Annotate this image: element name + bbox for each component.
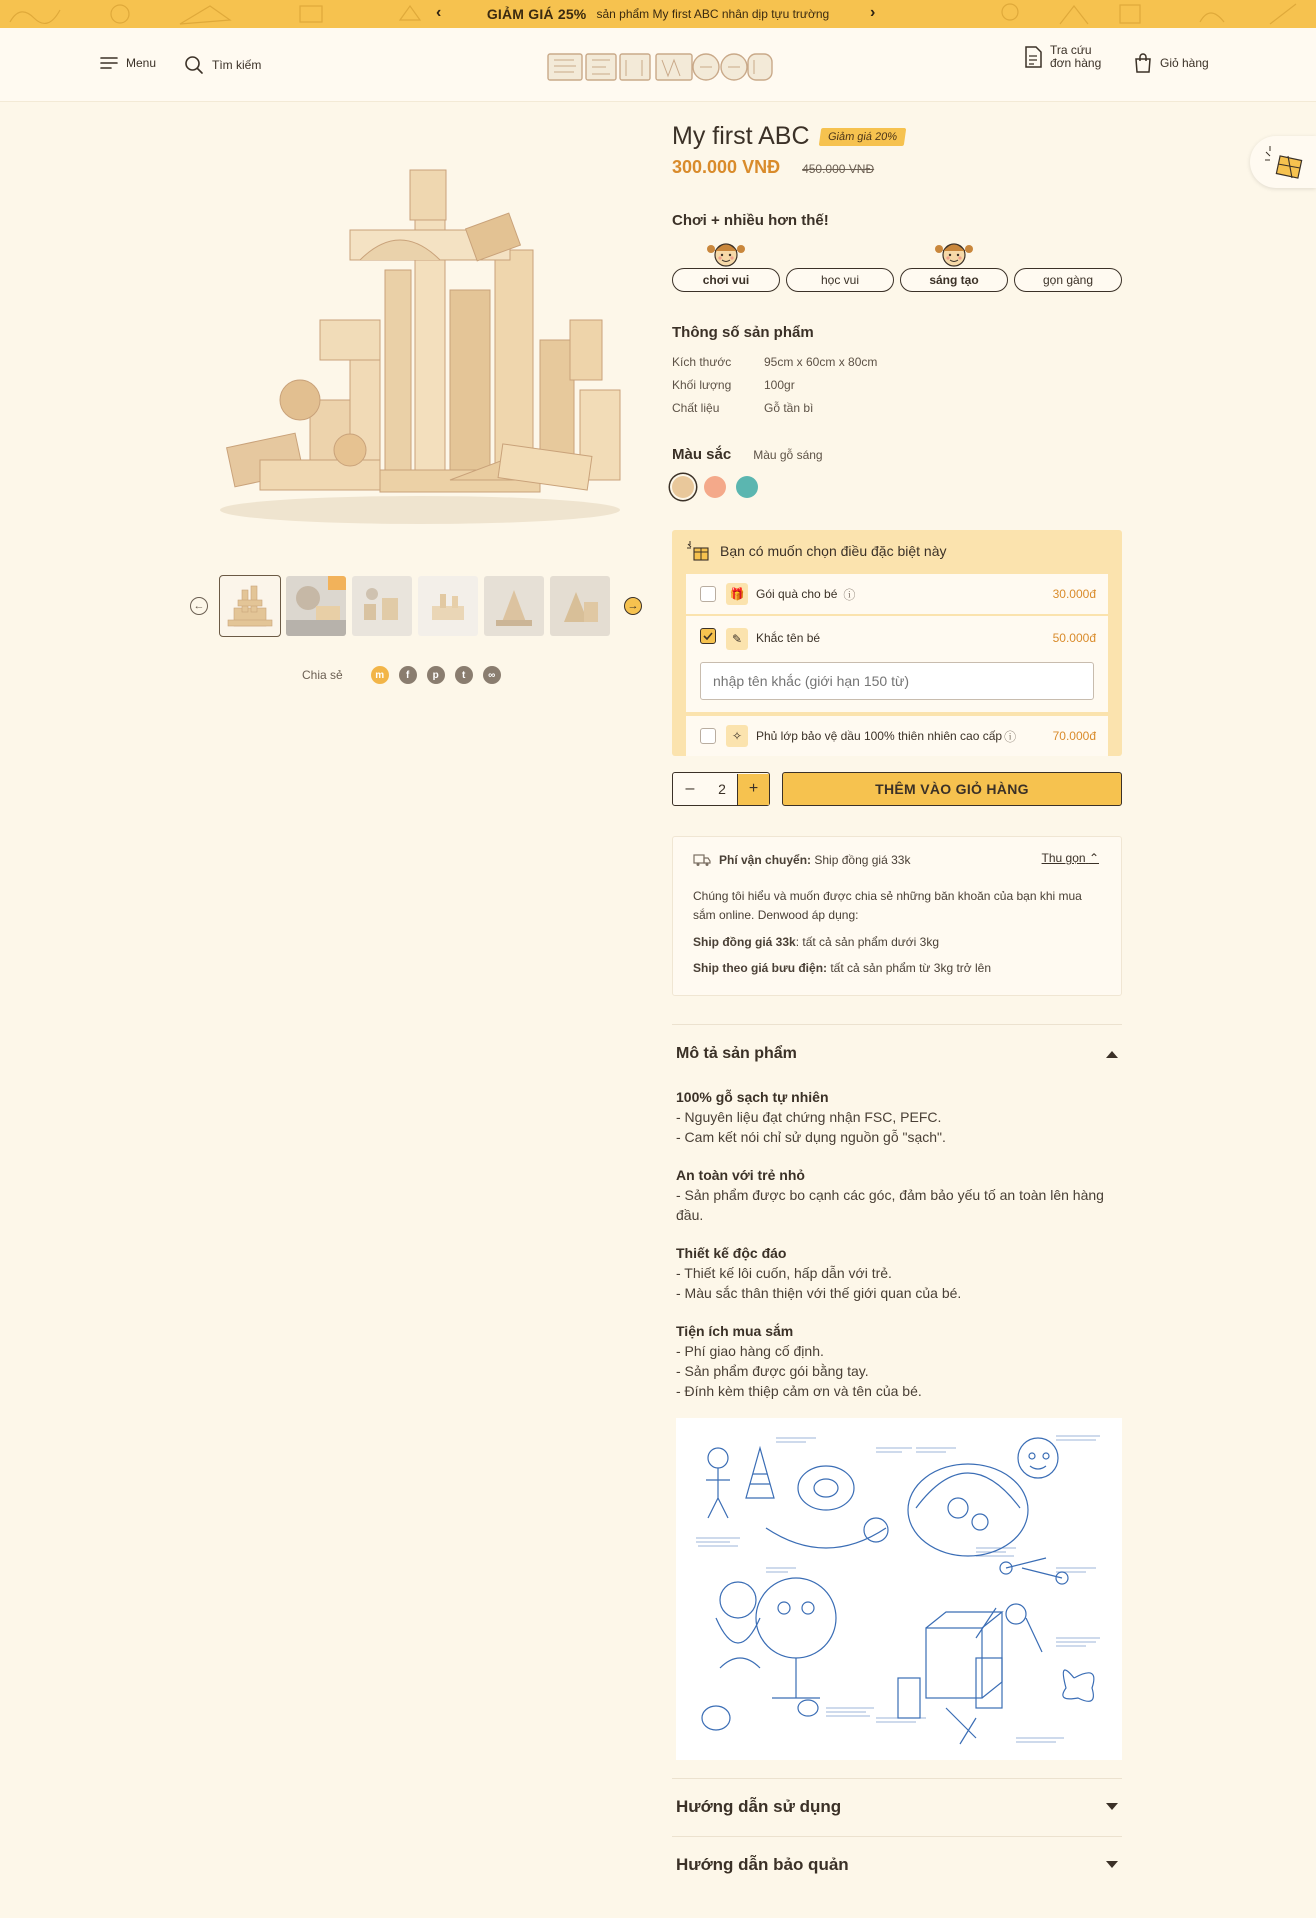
desc-line: - Cam kết nói chỉ sử dụng nguồn gỗ "sạch". xyxy=(676,1129,946,1145)
girl-face-icon xyxy=(703,237,749,271)
pinterest-icon[interactable]: p xyxy=(427,666,445,684)
promo-prev-button[interactable]: ‹ xyxy=(436,4,442,21)
price-row xyxy=(672,157,1122,178)
thumbnail-3[interactable] xyxy=(352,576,412,636)
chip-label: học vui xyxy=(820,273,860,287)
hamburger-icon xyxy=(100,56,118,70)
desc-section-title: Thiết kế độc đáo xyxy=(676,1245,787,1261)
desc-line: - Sản phẩm được bo cạnh các góc, đảm bảo yếu tố an toàn lên hàng đầu. xyxy=(676,1187,1104,1223)
order-lookup-label-2: đơn hàng xyxy=(1050,56,1102,70)
menu-button[interactable] xyxy=(100,56,156,70)
thumbnail-6[interactable] xyxy=(550,576,610,636)
spec-key: Kích thước xyxy=(672,354,732,369)
collapse-label: Thu gọn xyxy=(1041,851,1086,865)
search-label: Tìm kiếm xyxy=(212,58,262,72)
discount-badge: Giảm giá 20% xyxy=(818,128,906,146)
desc-line: - Sản phẩm được gói bằng tay. xyxy=(676,1363,869,1379)
order-lookup-button[interactable] xyxy=(1024,44,1101,70)
chip-sang-tao[interactable] xyxy=(900,268,1008,292)
thumbnail-2[interactable] xyxy=(286,576,346,636)
info-icon[interactable]: ⓘ xyxy=(843,587,856,602)
accordion-care-title: Hướng dẫn bảo quản xyxy=(676,1855,849,1874)
shipping-line-1-bold: Ship đồng giá 33k xyxy=(693,935,796,949)
option-label: Phủ lớp bảo vệ dầu 100% thiên nhiên cao cấp xyxy=(756,729,1003,743)
desc-line: - Đính kèm thiệp cảm ơn và tên của bé. xyxy=(676,1383,922,1399)
truck-icon xyxy=(693,853,711,867)
spec-key: Chất liệu xyxy=(672,400,720,415)
arrow-left-icon: ← xyxy=(193,600,205,612)
add-to-cart-button[interactable]: THÊM VÀO GIỎ HÀNG xyxy=(782,772,1122,806)
accordion-care[interactable] xyxy=(672,1836,1122,1894)
swatch-peach[interactable] xyxy=(704,476,726,498)
gift-box-icon xyxy=(1264,142,1308,182)
quantity-increase-button[interactable]: + xyxy=(737,774,769,805)
desc-section-title: Tiện ích mua sắm xyxy=(676,1323,794,1339)
cart-label: Giỏ hàng xyxy=(1160,56,1209,70)
shipping-intro: Chúng tôi hiểu và muốn được chia sẻ những băn khoăn của bạn khi mua sắm online. Denwood áp dụng: xyxy=(693,889,1082,922)
cart-button[interactable] xyxy=(1134,53,1209,73)
specs-heading: Thông số sản phẩm xyxy=(672,324,814,341)
option-label: Gói quà cho bé xyxy=(756,587,838,601)
option-checkbox[interactable] xyxy=(700,586,716,602)
thumbnail-strip xyxy=(190,576,642,636)
quantity-value[interactable]: 2 xyxy=(718,781,726,797)
chevron-up-icon: ⌃ xyxy=(1088,851,1099,865)
floating-gift-button[interactable] xyxy=(1250,136,1316,188)
quantity-stepper xyxy=(672,772,770,806)
chip-label: gọn gàng xyxy=(1042,273,1094,287)
color-row xyxy=(672,446,1122,463)
product-title-row xyxy=(672,122,1122,151)
description-section xyxy=(672,1024,1122,1414)
promo-next-button[interactable]: › xyxy=(870,4,876,21)
desc-section-title: An toàn với trẻ nhỏ xyxy=(676,1167,805,1183)
spec-value: 95cm x 60cm x 80cm xyxy=(764,354,878,369)
desc-line: - Màu sắc thân thiện với thế giới quan của bé. xyxy=(676,1285,962,1301)
option-price: 30.000đ xyxy=(1052,587,1096,601)
denwood-logo[interactable] xyxy=(546,50,774,84)
shopping-bag-icon xyxy=(1134,53,1152,73)
description-body xyxy=(676,1087,1116,1401)
gallery-prev-button[interactable] xyxy=(190,597,208,615)
link-icon[interactable]: ∞ xyxy=(483,666,501,684)
design-sketch-image xyxy=(676,1418,1122,1760)
color-heading: Màu sắc xyxy=(672,446,732,463)
option-price: 50.000đ xyxy=(1052,631,1096,645)
current-price: 300.000 VNĐ xyxy=(672,157,781,177)
spec-value: 100gr xyxy=(764,377,795,392)
order-lookup-label-1: Tra cứu xyxy=(1050,43,1092,57)
shipping-line-1-text: : tất cả sản phẩm dưới 3kg xyxy=(795,935,939,949)
arrow-right-icon: → xyxy=(627,600,639,612)
color-swatches xyxy=(672,476,1122,498)
site-header xyxy=(0,28,1316,102)
chip-hoc-vui[interactable] xyxy=(786,268,894,292)
thumbnail-1[interactable] xyxy=(220,576,280,636)
swatch-teal[interactable] xyxy=(736,476,758,498)
chip-label: chơi vui xyxy=(702,273,750,287)
special-options-box xyxy=(672,530,1122,756)
search-button[interactable] xyxy=(184,55,261,75)
product-main-image[interactable] xyxy=(200,150,640,540)
option-checkbox[interactable] xyxy=(700,728,716,744)
caret-down-icon xyxy=(1106,1803,1118,1810)
spec-row xyxy=(672,350,1122,373)
info-icon[interactable]: ⓘ xyxy=(1004,729,1017,744)
caret-up-icon[interactable] xyxy=(1106,1051,1118,1058)
gallery-next-button[interactable] xyxy=(624,597,642,615)
twitter-icon[interactable]: t xyxy=(455,666,473,684)
play-chips xyxy=(672,268,1122,292)
girl-face-icon xyxy=(931,237,977,271)
shipping-line-2-bold: Ship theo giá bưu điện: xyxy=(693,961,828,975)
facebook-icon[interactable]: f xyxy=(399,666,417,684)
desc-line: - Nguyên liệu đạt chứng nhận FSC, PEFC. xyxy=(676,1109,942,1125)
spec-key: Khối lượng xyxy=(672,377,732,392)
check-icon xyxy=(703,632,713,640)
desc-section-title: 100% gỗ sạch tự nhiên xyxy=(676,1089,829,1105)
option-gift-wrap[interactable] xyxy=(686,574,1108,614)
quantity-decrease-button[interactable]: – xyxy=(685,780,695,797)
accordion-usage[interactable] xyxy=(672,1778,1122,1836)
promo-highlight: GIẢM GIÁ 25% xyxy=(486,6,587,22)
shipping-heading xyxy=(693,853,910,867)
options-heading-text: Bạn có muốn chọn điều đặc biệt này xyxy=(720,543,947,559)
description-heading[interactable]: Mô tả sản phẩm xyxy=(676,1045,797,1062)
specs-table xyxy=(672,350,1122,419)
chip-label: sáng tạo xyxy=(929,273,979,287)
thumbnail-5[interactable] xyxy=(484,576,544,636)
document-icon xyxy=(1024,46,1042,68)
shipping-title-text: Ship đồng giá 33k xyxy=(814,853,911,867)
shipping-line-1 xyxy=(693,933,1093,952)
spec-row xyxy=(672,373,1122,396)
product-title: My first ABC xyxy=(672,122,810,150)
play-heading: Chơi + nhiều hơn thế! xyxy=(672,212,829,229)
shipping-line-2 xyxy=(693,959,1093,978)
pencil-icon: ✎ xyxy=(726,628,748,650)
menu-label: Menu xyxy=(126,56,157,70)
option-checkbox-checked[interactable] xyxy=(700,628,716,644)
promo-text: sản phẩm My first ABC nhân dịp tựu trường xyxy=(596,7,830,21)
thumbnail-4[interactable] xyxy=(418,576,478,636)
search-icon xyxy=(184,55,204,75)
promo-bar xyxy=(0,0,1316,28)
share-label: Chia sẻ xyxy=(302,668,343,682)
gift-icon: 🎁 xyxy=(726,583,748,605)
oil-drop-icon: ✧ xyxy=(726,725,748,747)
gift-sparkle-icon xyxy=(686,540,712,562)
color-selected-name: Màu gỗ sáng xyxy=(753,447,823,462)
spec-row xyxy=(672,396,1122,419)
shipping-line-2-text: tất cả sản phẩm từ 3kg trở lên xyxy=(827,961,991,975)
share-row xyxy=(302,666,501,684)
option-label: Khắc tên bé xyxy=(756,631,821,645)
accordion-usage-title: Hướng dẫn sử dụng xyxy=(676,1797,842,1816)
option-oil-coating[interactable] xyxy=(686,716,1108,756)
shipping-title-bold: Phí vận chuyển: xyxy=(719,853,812,867)
messenger-icon[interactable]: m xyxy=(371,666,389,684)
swatch-light-wood[interactable] xyxy=(672,476,694,498)
spec-value: Gỗ tần bì xyxy=(764,400,814,415)
collapse-shipping-button[interactable] xyxy=(1042,851,1099,865)
chip-choi-vui[interactable] xyxy=(672,268,780,292)
chip-gon-gang[interactable] xyxy=(1014,268,1122,292)
option-price: 70.000đ xyxy=(1052,729,1096,743)
shipping-info-box xyxy=(672,836,1122,996)
desc-line: - Phí giao hàng cố định. xyxy=(676,1343,824,1359)
engrave-name-input[interactable] xyxy=(700,662,1094,700)
desc-line: - Thiết kế lôi cuốn, hấp dẫn với trẻ. xyxy=(676,1265,892,1281)
caret-down-icon xyxy=(1106,1861,1118,1868)
old-price: 450.000 VNĐ xyxy=(802,162,875,176)
options-heading xyxy=(686,540,947,562)
